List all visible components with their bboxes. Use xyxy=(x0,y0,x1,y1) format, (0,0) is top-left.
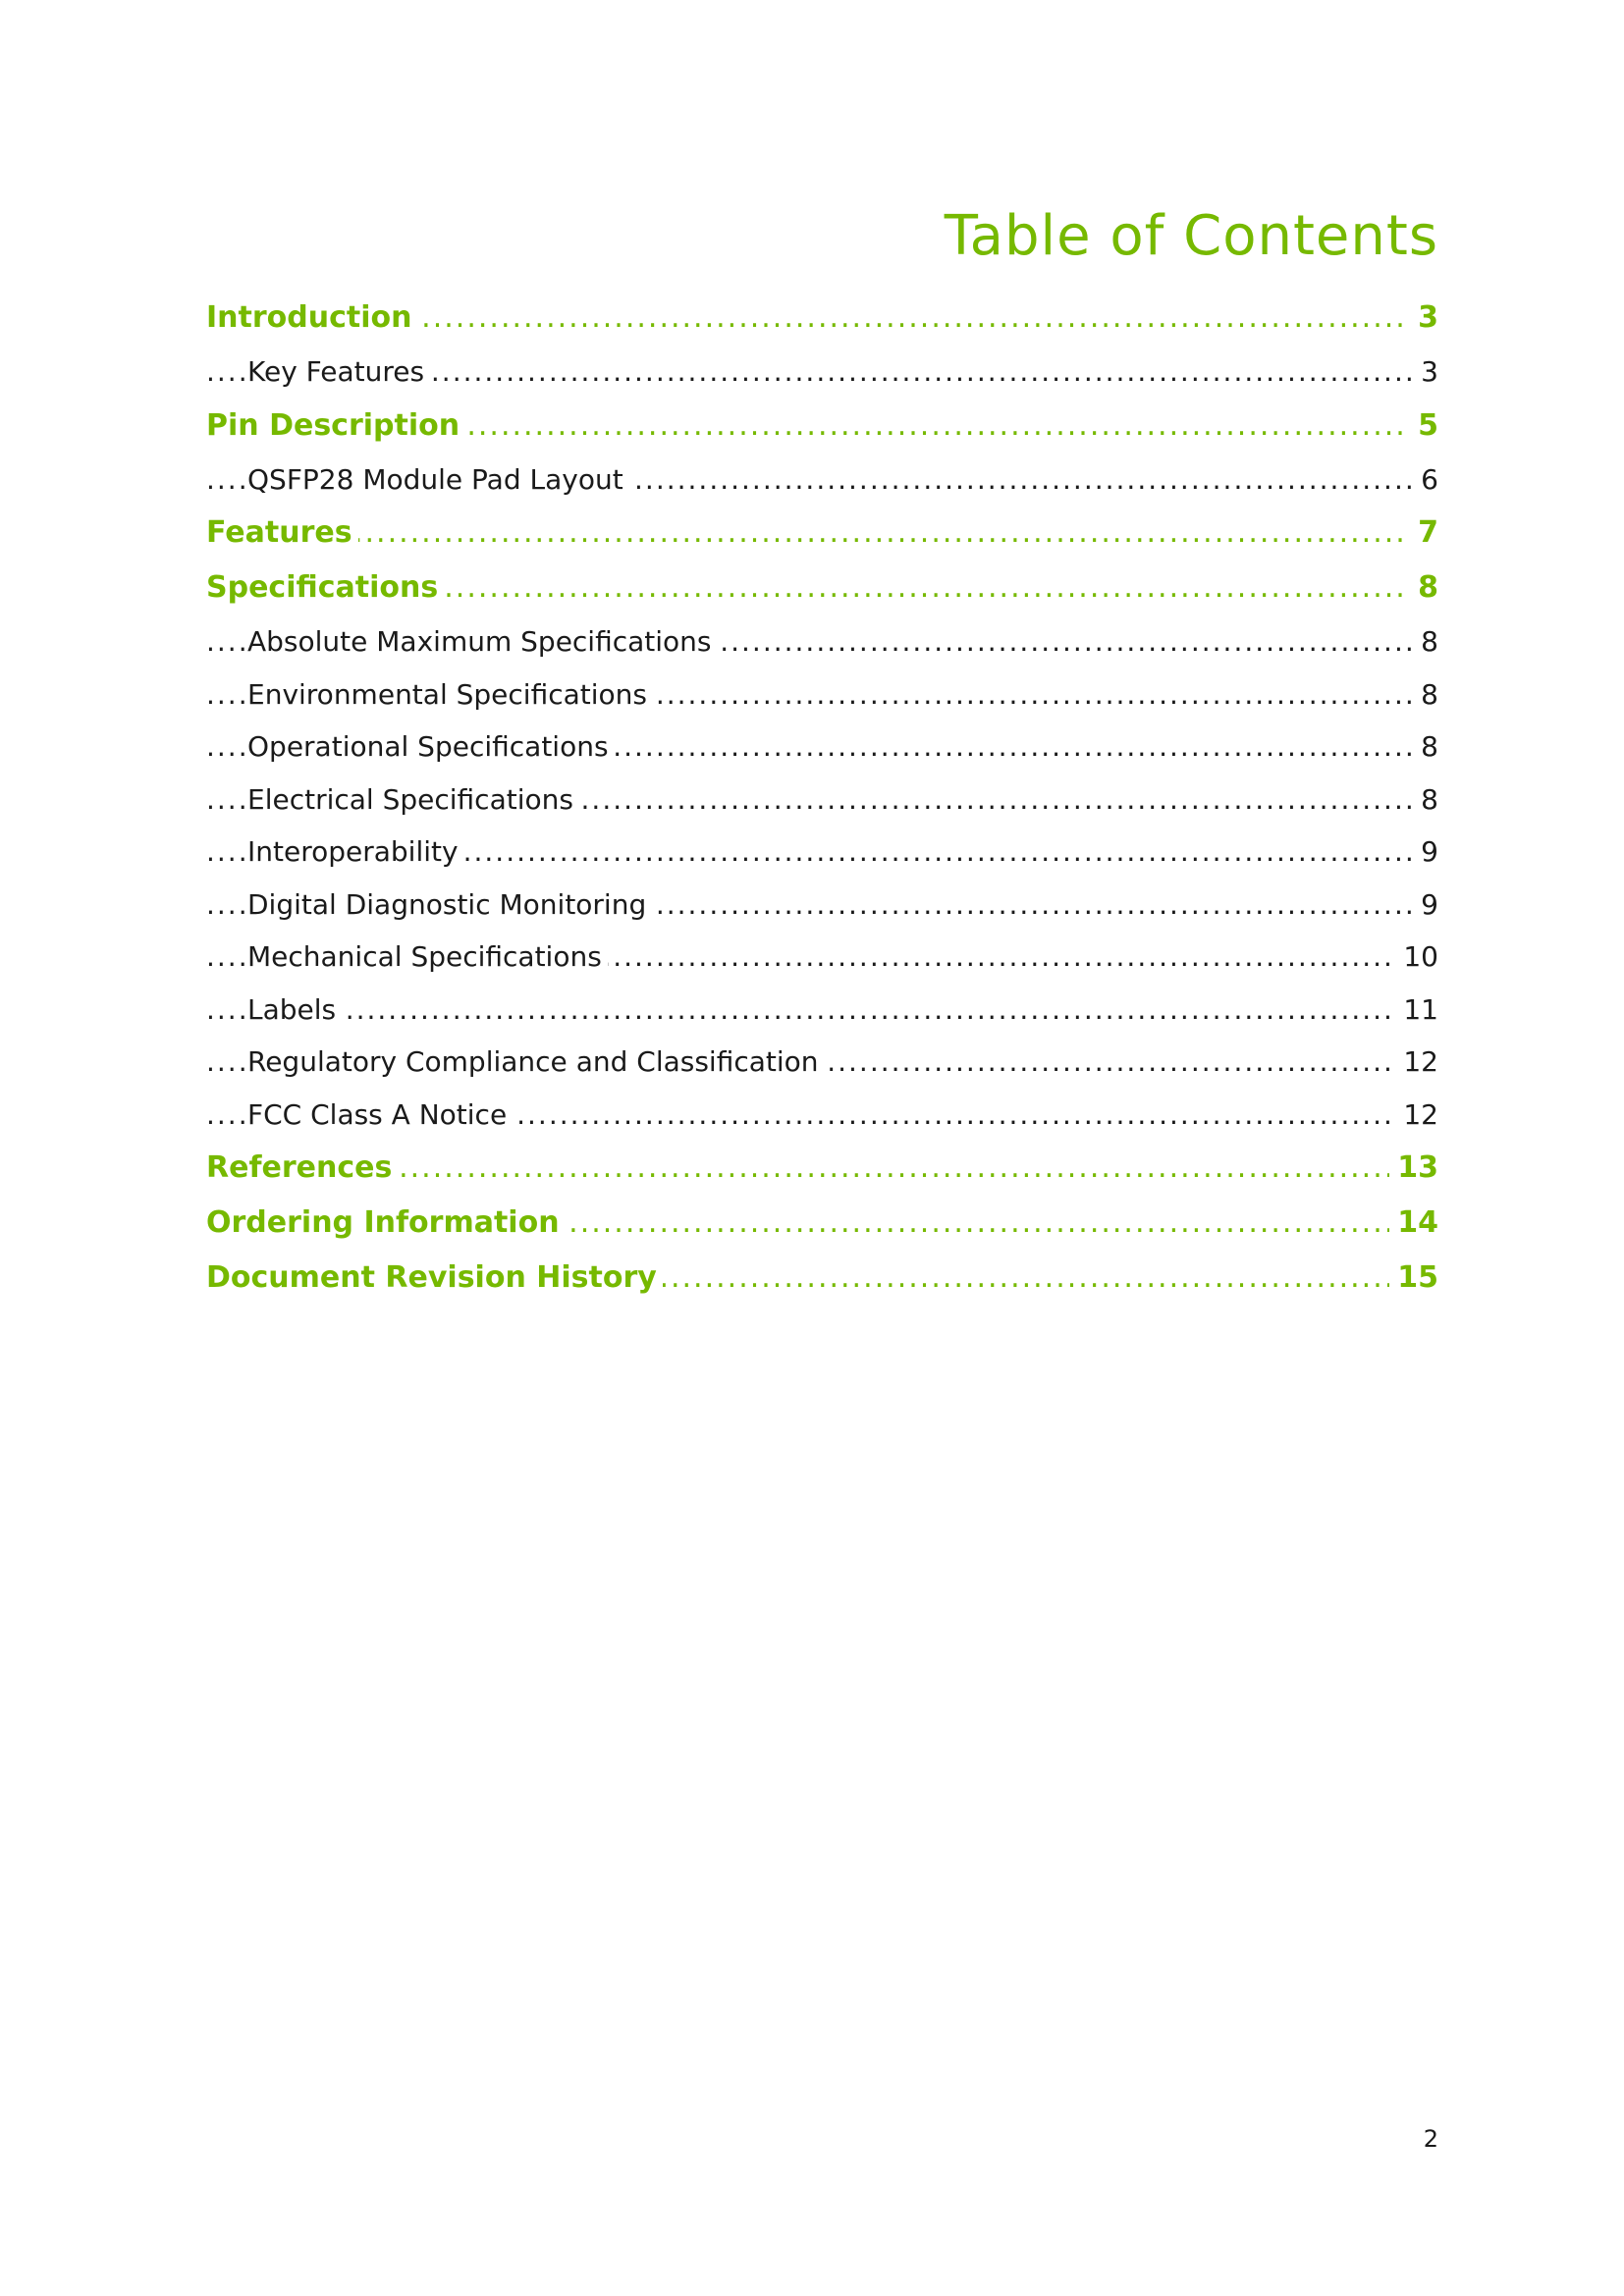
toc-entry-page: 8 xyxy=(1413,774,1438,827)
toc-section-link[interactable] xyxy=(206,1196,1438,1251)
toc-entry-label: Specifications xyxy=(206,561,444,615)
toc-entry-page: 5 xyxy=(1410,399,1438,454)
toc-entry-label: Environmental Specifications xyxy=(247,668,653,721)
toc-entry-label: Regulatory Compliance and Classification xyxy=(247,1036,825,1089)
toc-entry-page: 12 xyxy=(1395,1089,1438,1142)
toc-section-link[interactable] xyxy=(206,561,1438,615)
toc-entry-page: 3 xyxy=(1410,291,1438,346)
toc-subsection-link[interactable] xyxy=(206,931,1438,984)
toc-subsection-link[interactable] xyxy=(206,346,1438,399)
toc-entry-page: 12 xyxy=(1395,1036,1438,1089)
toc-entry-page: 9 xyxy=(1413,826,1438,879)
toc-entry-page: 11 xyxy=(1395,984,1438,1037)
toc-entry-page: 13 xyxy=(1389,1141,1438,1196)
toc-entry-label: QSFP28 Module Pad Layout xyxy=(247,454,629,507)
toc-entry-page: 6 xyxy=(1413,454,1438,507)
toc-entry-label: Interoperability xyxy=(247,826,464,879)
toc-subsection-link[interactable] xyxy=(206,984,1438,1037)
toc-entry-page: 8 xyxy=(1413,668,1438,721)
toc-section-link[interactable] xyxy=(206,1141,1438,1196)
toc-section-link[interactable] xyxy=(206,506,1438,561)
toc-entry-label: Mechanical Specifications xyxy=(247,931,608,984)
toc-entry-label: Digital Diagnostic Monitoring xyxy=(247,879,652,932)
toc-entry-label: Features xyxy=(206,506,358,561)
toc-section-link[interactable] xyxy=(206,399,1438,454)
toc-subsection-link[interactable] xyxy=(206,879,1438,932)
toc-entry-label: Document Revision History xyxy=(206,1251,663,1306)
toc-entry-page: 8 xyxy=(1413,615,1438,668)
toc-entry-page: 8 xyxy=(1410,561,1438,615)
toc-subsection-link[interactable] xyxy=(206,1036,1438,1089)
toc-subsection-link[interactable] xyxy=(206,668,1438,721)
toc-entry-page: 10 xyxy=(1395,931,1438,984)
toc-entry-label: Key Features xyxy=(247,346,430,399)
toc-entry-label: Pin Description xyxy=(206,399,465,454)
toc-entry-label: Absolute Maximum Specifications xyxy=(247,615,718,668)
toc-entry-page: 15 xyxy=(1389,1251,1438,1306)
toc-entry-label: Labels xyxy=(247,984,342,1037)
toc-entry-label: Electrical Specifications xyxy=(247,774,579,827)
toc-list xyxy=(206,291,1438,1306)
toc-entry-page: 14 xyxy=(1389,1196,1438,1251)
toc-entry-label: Operational Specifications xyxy=(247,721,615,774)
toc-entry-label: Introduction xyxy=(206,291,417,346)
toc-subsection-link[interactable] xyxy=(206,721,1438,774)
toc-subsection-link[interactable] xyxy=(206,1089,1438,1142)
toc-subsection-link[interactable] xyxy=(206,774,1438,827)
toc-subsection-link[interactable] xyxy=(206,826,1438,879)
toc-entry-label: References xyxy=(206,1141,398,1196)
toc-section-link[interactable] xyxy=(206,291,1438,346)
toc-entry-page: 8 xyxy=(1413,721,1438,774)
toc-section-link[interactable] xyxy=(206,1251,1438,1306)
toc-entry-label: Ordering Information xyxy=(206,1196,566,1251)
toc-subsection-link[interactable] xyxy=(206,615,1438,668)
toc-entry-page: 9 xyxy=(1413,879,1438,932)
toc-entry-page: 3 xyxy=(1413,346,1438,399)
page-title: Table of Contents xyxy=(944,204,1438,268)
toc-entry-label: FCC Class A Notice xyxy=(247,1089,513,1142)
page-number: 2 xyxy=(1423,2125,1438,2153)
toc-entry-page: 7 xyxy=(1410,506,1438,561)
toc-subsection-link[interactable] xyxy=(206,454,1438,507)
